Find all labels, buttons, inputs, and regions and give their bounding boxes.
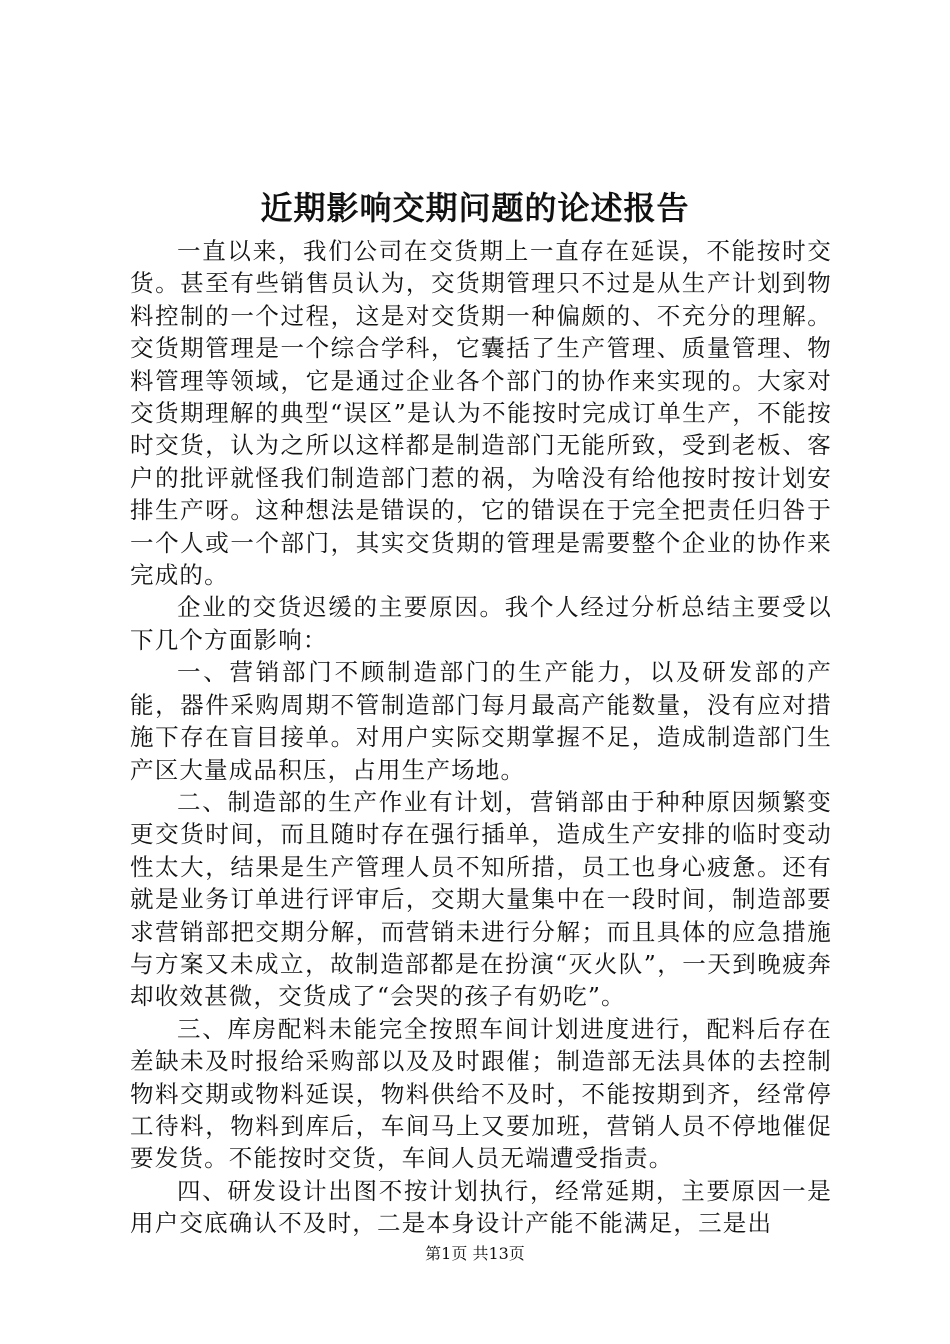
document-body: [130, 235, 832, 1240]
paragraph-cause-3: 三、库房配料未能完全按照车间计划进度进行，配料后存在差缺未及时报给采购部以及及时跟催；制造部无法具体的去控制物料交期或物料延误，物料供给不及时，不能按期到齐，经常停工待料，物料到库后，车间马上又要加班，营销人员不停地催促要发货。不能按时交货，车间人员无端遭受指责。: [130, 1014, 832, 1173]
paragraph-cause-2: 二、制造部的生产作业有计划，营销部由于种种原因频繁变更交货时间，而且随时存在强行插单，造成生产安排的临时变动性太大，结果是生产管理人员不知所措，员工也身心疲惫。还有就是业务订单进行评审后，交期大量集中在一段时间，制造部要求营销部把交期分解，而营销未进行分解；而且具体的应急措施与方案又未成立，故制造部都是在扮演“灭火队”，一天到晚疲奔却收效甚微，交货成了“会哭的孩子有奶吃”。: [130, 787, 832, 1011]
paragraph-intro: 一直以来，我们公司在交货期上一直存在延误，不能按时交货。甚至有些销售员认为，交货期管理只不过是从生产计划到物料控制的一个过程，这是对交货期一种偏颇的、不充分的理解。交货期管理是一个综合学科，它囊括了生产管理、质量管理、物料管理等领域，它是通过企业各个部门的协作来实现的。大家对交货期理解的典型“误区”是认为不能按时完成订单生产，不能按时交货，认为之所以这样都是制造部门无能所致，受到老板、客户的批评就怪我们制造部门惹的祸，为啥没有给他按时按计划安排生产呀。这种想法是错误的，它的错误在于完全把责任归咎于一个人或一个部门，其实交货期的管理是需要整个企业的协作来完成的。: [130, 237, 832, 590]
paragraph-causes-lead: 企业的交货迟缓的主要原因。我个人经过分析总结主要受以下几个方面影响：: [130, 593, 832, 654]
paragraph-cause-1: 一、营销部门不顾制造部门的生产能力，以及研发部的产能，器件采购周期不管制造部门每月最高产能数量，没有应对措施下存在盲目接单。对用户实际交期掌握不足，造成制造部门生产区大量成品积压，占用生产场地。: [130, 658, 832, 784]
paragraph-cause-4: 四、研发设计出图不按计划执行，经常延期，主要原因一是用户交底确认不及时，二是本身设计产能不能满足，三是出: [130, 1176, 832, 1238]
document-title: 近期影响交期问题的论述报告: [260, 189, 690, 227]
page-number-footer: 第1页 共13页: [425, 1244, 525, 1263]
